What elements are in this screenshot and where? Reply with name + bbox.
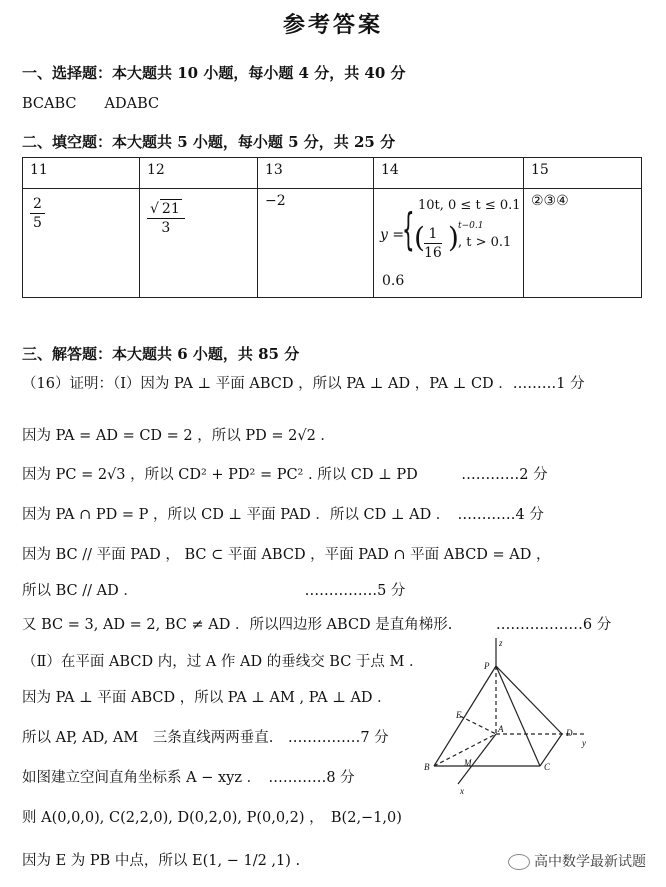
table-header-12: 12 — [140, 158, 258, 189]
label-M: M — [464, 758, 472, 768]
label-z: z — [499, 638, 503, 648]
mcq-answers-1-5: BCABC — [22, 96, 77, 112]
answer-13: −2 — [258, 189, 374, 298]
label-B: B — [424, 762, 430, 772]
table-header-11: 11 — [23, 158, 140, 189]
edge-PC — [496, 666, 540, 766]
watermark-text: 高中数学最新试题 — [534, 854, 646, 870]
watermark — [508, 851, 646, 871]
answer-14-base-num: 1 — [424, 225, 442, 244]
label-A: A — [498, 724, 504, 734]
segment-EA — [460, 716, 496, 734]
answer-12-radicand: 21 — [161, 201, 180, 217]
solution-line: 所以 BC // AD ． ……………5 分 — [22, 583, 406, 599]
table-header-13: 13 — [258, 158, 374, 189]
solution-line: 因为 PA ∩ PD = P ，所以 CD ⊥ 平面 PAD ．所以 CD ⊥ AD ． …………4 分 — [22, 507, 544, 523]
label-y: y — [582, 738, 586, 748]
page-title: 参考答案 — [282, 12, 383, 38]
answer-14-case2: , t > 0.1 — [458, 235, 512, 250]
answer-14-case1: 10t, 0 ≤ t ≤ 0.1 — [418, 198, 521, 213]
answer-14-exponent: t−0.1 — [458, 221, 484, 231]
answer-11-numerator: 2 — [30, 195, 45, 214]
solution-line: 因为 E 为 PB 中点，所以 E(1, − 1/2 ,1) . — [22, 853, 301, 869]
solution-line: 如图建立空间直角坐标系 A − xyz ． …………8 分 — [22, 770, 355, 786]
answer-11 — [23, 189, 140, 298]
solution-line: 因为 PC = 2√3 ，所以 CD² + PD² = PC² . 所以 CD ⊥ PD …………2 分 — [22, 467, 548, 483]
solution-line: 则 A(0,0,0), C(2,2,0), D(0,2,0), P(0,0,2) ， B(2,−1,0) — [22, 810, 402, 826]
answer-14-base-den: 16 — [424, 245, 442, 261]
pyramid-figure — [420, 636, 596, 804]
wechat-icon — [508, 854, 530, 870]
answer-12: $\frac{√ 21}{3}$ — [140, 189, 258, 298]
answer-14-lhs: y = — [380, 227, 405, 243]
solution-line: 所以 AP, AD, AM 三条直线两两垂直. ……………7 分 — [22, 730, 389, 746]
answer-14-extra: 0.6 — [382, 273, 405, 289]
edge-PB — [434, 666, 496, 766]
brace-icon: { — [402, 204, 415, 255]
table-header-15: 15 — [524, 158, 642, 189]
paren-left-icon: ( — [414, 221, 425, 254]
answer-12-denominator: 3 — [161, 220, 171, 236]
section3-heading: 三、解答题：本大题共 6 小题，共 85 分 — [22, 345, 300, 363]
answer-14 — [374, 189, 524, 298]
section2-heading: 二、填空题：本大题共 5 小题，每小题 5 分，共 25 分 — [22, 133, 396, 151]
label-x: x — [460, 786, 464, 796]
solution-line: 因为 BC // 平面 PAD ， BC ⊂ 平面 ABCD ，平面 PAD ∩ 平面 ABCD = AD ， — [22, 547, 551, 563]
mcq-answers — [22, 96, 159, 112]
answer-15: ②③④ — [524, 189, 642, 298]
section1-heading: 一、选择题：本大题共 10 小题，每小题 4 分，共 40 分 — [22, 64, 406, 82]
label-P: P — [484, 661, 490, 671]
paren-right-icon: ) — [448, 221, 459, 254]
solution-line: （Ⅱ）在平面 ABCD 内，过 A 作 AD 的垂线交 BC 于点 M ． — [22, 654, 424, 670]
solution-line: 又 BC = 3, AD = 2, BC ≠ AD ．所以四边形 ABCD 是直角梯形. ………………6 分 — [22, 617, 612, 633]
edge-PD — [496, 666, 562, 734]
fill-in-answer-table — [22, 157, 642, 298]
solution-line: 因为 PA ⊥ 平面 ABCD ，所以 PA ⊥ AM , PA ⊥ AD ． — [22, 690, 392, 706]
answer-11-denominator: 5 — [33, 215, 42, 231]
label-C: C — [544, 762, 551, 772]
solution-line: （16）证明：（Ⅰ）因为 PA ⊥ 平面 ABCD ，所以 PA ⊥ AD ，PA ⊥ CD ．………1 分 — [22, 376, 585, 392]
label-D: D — [566, 728, 573, 738]
label-E: E — [456, 710, 462, 720]
solution-line: 因为 PA = AD = CD = 2 ，所以 PD = 2√2 ． — [22, 428, 335, 444]
mcq-answers-6-10: ADABC — [104, 96, 160, 112]
table-header-14: 14 — [374, 158, 524, 189]
